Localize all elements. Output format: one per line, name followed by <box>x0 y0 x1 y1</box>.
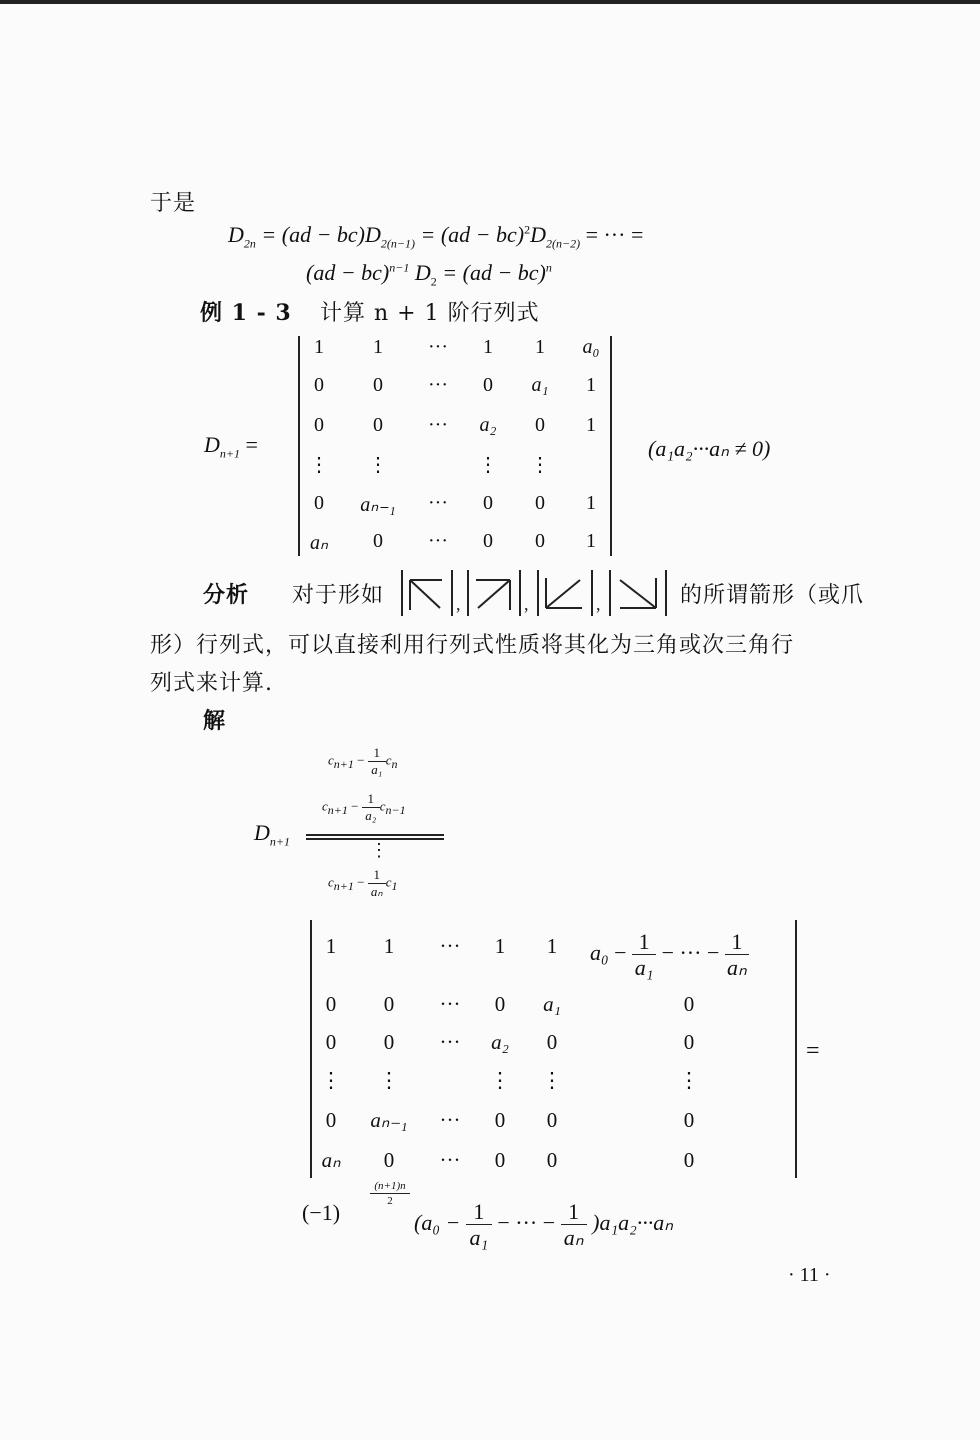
analysis-line3: 列式来计算. <box>150 671 273 696</box>
matrix1-cell: aₙ <box>310 532 328 554</box>
matrix1-cell: 0 <box>483 492 493 514</box>
analysis-lead: 对于形如 <box>292 583 385 608</box>
expression: (ad − bc) <box>306 260 390 285</box>
analysis-line2: 形）行列式，可以直接利用行列式性质将其化为三角或次三角行 <box>150 633 795 658</box>
subscript: 2 <box>430 274 437 289</box>
fraction-denominator: a₂ <box>365 808 377 824</box>
matrix1-cell: 1 <box>586 530 596 552</box>
solution-label: 解 <box>203 708 227 734</box>
matrix1-cell: 0 <box>483 530 493 552</box>
svg-text:,: , <box>596 594 601 614</box>
fraction-denominator: a₁ <box>634 955 654 981</box>
expression: = (ad − bc) <box>414 222 525 247</box>
dots: − ··· − <box>661 939 720 965</box>
matrix2-cell: ⋮ <box>678 1068 700 1092</box>
matrix2-cell: ··· <box>439 992 461 1016</box>
matrix2-cell: aₙ₋₁ <box>370 1108 408 1132</box>
matrix2-cell: 1 <box>383 934 395 958</box>
subscript: 2(n−2) <box>545 236 581 251</box>
expression: = ··· = <box>580 222 644 247</box>
matrix1-cell: ··· <box>428 336 448 358</box>
result-open: (a₀ − <box>414 1209 461 1235</box>
matrix1-left-bar <box>298 336 300 556</box>
subscript: n−1 <box>385 802 406 817</box>
subscript: n+1 <box>333 878 354 893</box>
matrix2-cell: aₙ <box>321 1148 341 1172</box>
fraction-denominator: aₙ <box>370 884 383 900</box>
matrix2-cell: 0 <box>546 1108 558 1132</box>
matrix1-cell: ⋮ <box>530 454 550 476</box>
matrix1-cell: ⋮ <box>368 454 388 476</box>
matrix2-cell: 0 <box>325 1030 337 1054</box>
matrix2-cell: 1 <box>494 934 506 958</box>
matrix2-cell: 0 <box>494 992 506 1016</box>
matrix1-cell: 1 <box>483 336 493 358</box>
minus: − <box>614 939 627 965</box>
matrix1-cell: ⋮ <box>309 454 329 476</box>
fraction-numerator: 1 <box>373 867 380 882</box>
matrix2-cell: ··· <box>439 1148 461 1172</box>
matrix1-cell: a₂ <box>479 414 497 436</box>
subscript: n <box>391 756 398 771</box>
exponent-denominator: 2 <box>387 1195 393 1207</box>
matrix1-cell: 1 <box>373 336 383 358</box>
matrix1-cell: 0 <box>483 374 493 396</box>
matrix2-cell: 0 <box>325 992 337 1016</box>
fraction-denominator: aₙ <box>563 1225 584 1251</box>
result-rest <box>414 1200 673 1250</box>
exponent-numerator: (n+1)n <box>374 1180 406 1192</box>
matrix1-cell: a₀ <box>582 336 600 358</box>
matrix2-cell: 1 <box>325 934 337 958</box>
analysis-label: 分析 <box>203 582 250 608</box>
matrix2-equals: = <box>806 1038 820 1064</box>
result-sign: (−1) <box>302 1200 341 1225</box>
matrix2-cell: ⋮ <box>320 1068 342 1092</box>
matrix1-cell: ··· <box>428 492 448 514</box>
matrix1-cell: 0 <box>314 414 324 436</box>
result-close: )a₁a₂···aₙ <box>592 1209 674 1235</box>
matrix1-cell: 0 <box>314 374 324 396</box>
matrix2-lhs <box>254 820 290 849</box>
matrix2-cell: 0 <box>683 992 695 1016</box>
matrix1-cell: 1 <box>586 374 596 396</box>
fraction-numerator: 1 <box>473 1199 485 1224</box>
matrix1-cell: 1 <box>314 336 324 358</box>
operation-arrow-line <box>306 834 444 836</box>
subscript: n+1 <box>269 834 290 849</box>
subscript: n+1 <box>333 756 354 771</box>
fraction-numerator: 1 <box>731 929 743 954</box>
matrix2-cell: ⋮ <box>489 1068 511 1092</box>
matrix2-cell: 0 <box>383 1148 395 1172</box>
matrix2-cell: 0 <box>383 992 395 1016</box>
matrix2-cell: 0 <box>683 1148 695 1172</box>
matrix1-cell: ··· <box>428 530 448 552</box>
matrix2-cell: ··· <box>439 934 461 958</box>
top-border-line <box>0 0 980 4</box>
matrix1-cell: aₙ₋₁ <box>360 494 396 516</box>
matrix1-cell: 0 <box>373 530 383 552</box>
matrix2-cell: 0 <box>546 1030 558 1054</box>
matrix2-first-row-last <box>590 930 749 980</box>
expression: = (ad − bc)D <box>255 222 381 247</box>
matrix2-cell: 0 <box>494 1148 506 1172</box>
matrix2-cell: 1 <box>546 934 558 958</box>
matrix2-cell: ⋮ <box>541 1068 563 1092</box>
superscript: n <box>545 260 552 275</box>
matrix1-cell: a₁ <box>531 374 549 396</box>
d-symbol: D <box>530 222 546 247</box>
matrix2-cell: 0 <box>683 1030 695 1054</box>
superscript: n−1 <box>389 260 410 275</box>
matrix2-cell: ··· <box>439 1108 461 1132</box>
fraction-numerator: 1 <box>638 929 650 954</box>
d-symbol: D <box>228 222 244 247</box>
matrix1-cell: ··· <box>428 374 448 396</box>
matrix1-lhs: $D_{n+1}$ = <box>204 432 258 461</box>
svg-text:,: , <box>524 594 529 614</box>
subscript: 1 <box>391 878 398 893</box>
result-mid: − ··· − <box>497 1209 556 1235</box>
matrix2-cell: a₂ <box>491 1030 509 1054</box>
matrix1-cell: ⋮ <box>478 454 498 476</box>
example-label: 例 1 - 3 <box>200 300 292 326</box>
fraction-numerator: 1 <box>367 791 374 806</box>
matrix2-cell: ··· <box>439 1030 461 1054</box>
column-op-vdots: ⋮ <box>370 840 388 860</box>
matrix2-cell: a₁ <box>543 992 561 1016</box>
subscript: 2(n−1) <box>380 236 415 251</box>
fraction-denominator: a₁ <box>371 762 383 778</box>
subscript: n+1 <box>327 802 348 817</box>
fraction-denominator: aₙ <box>726 955 747 981</box>
expression: = (ad − bc) <box>436 260 546 285</box>
matrix2-cell: 0 <box>546 1148 558 1172</box>
d-symbol: D <box>254 820 270 845</box>
matrix1-cell: 0 <box>535 492 545 514</box>
equation-d2n-line2: (ad − bc)$^{n-1}$ $D_2 = (ad - bc)^n$ <box>306 260 552 289</box>
matrix1-cell: 0 <box>535 414 545 436</box>
matrix2-cell: 0 <box>494 1108 506 1132</box>
matrix1-cell: 1 <box>535 336 545 358</box>
a0: a₀ <box>590 939 609 965</box>
column-op-1: $c_{n+1}$ − $\frac{1}{\text{a₁}}$ $c_n$ <box>328 745 398 778</box>
matrix1-cell: 0 <box>373 374 383 396</box>
equation-d2n-line1 <box>228 222 644 251</box>
matrix1-condition: (a₁a₂···aₙ ≠ 0) <box>648 436 771 461</box>
matrix1-right-bar <box>610 336 612 556</box>
matrix1-cell: 0 <box>535 530 545 552</box>
result-exponent <box>366 1180 414 1207</box>
subscript: 2n <box>243 236 256 251</box>
matrix2-cell: 0 <box>325 1108 337 1132</box>
matrix1-cell: 1 <box>586 492 596 514</box>
matrix2-cell: ⋮ <box>378 1068 400 1092</box>
matrix2-right-bar <box>795 920 797 1178</box>
column-op-2: $c_{n+1}$ − $\frac{1}{\text{a₂}}$ $c_{n-1}$ <box>322 791 406 824</box>
result-expression <box>302 1200 340 1226</box>
fraction-numerator: 1 <box>568 1199 580 1224</box>
subscript: n+1 <box>219 446 240 461</box>
superscript: 2 <box>524 222 531 237</box>
matrix1-cell: 0 <box>373 414 383 436</box>
arrow-shape-icons <box>396 566 678 620</box>
matrix1-cell: ··· <box>428 414 448 436</box>
column-op-3: $c_{n+1}$ − $\frac{1}{\text{aₙ}}$ $c_1$ <box>328 867 398 900</box>
example-title: 计算 n + 1 阶行列式 <box>320 301 540 326</box>
page-number: · 11 · <box>788 1264 831 1286</box>
d-symbol: D <box>204 432 220 457</box>
analysis-tail: 的所谓箭形（或爪 <box>680 583 865 608</box>
fraction-numerator: 1 <box>373 745 380 760</box>
matrix1-cell: 0 <box>314 492 324 514</box>
fraction-denominator: a₁ <box>469 1225 489 1251</box>
matrix1-cell: 1 <box>586 414 596 436</box>
matrix2-cell: 0 <box>683 1108 695 1132</box>
matrix2-cell: 0 <box>383 1030 395 1054</box>
intro-text: 于是 <box>150 191 197 216</box>
svg-text:,: , <box>456 594 461 614</box>
